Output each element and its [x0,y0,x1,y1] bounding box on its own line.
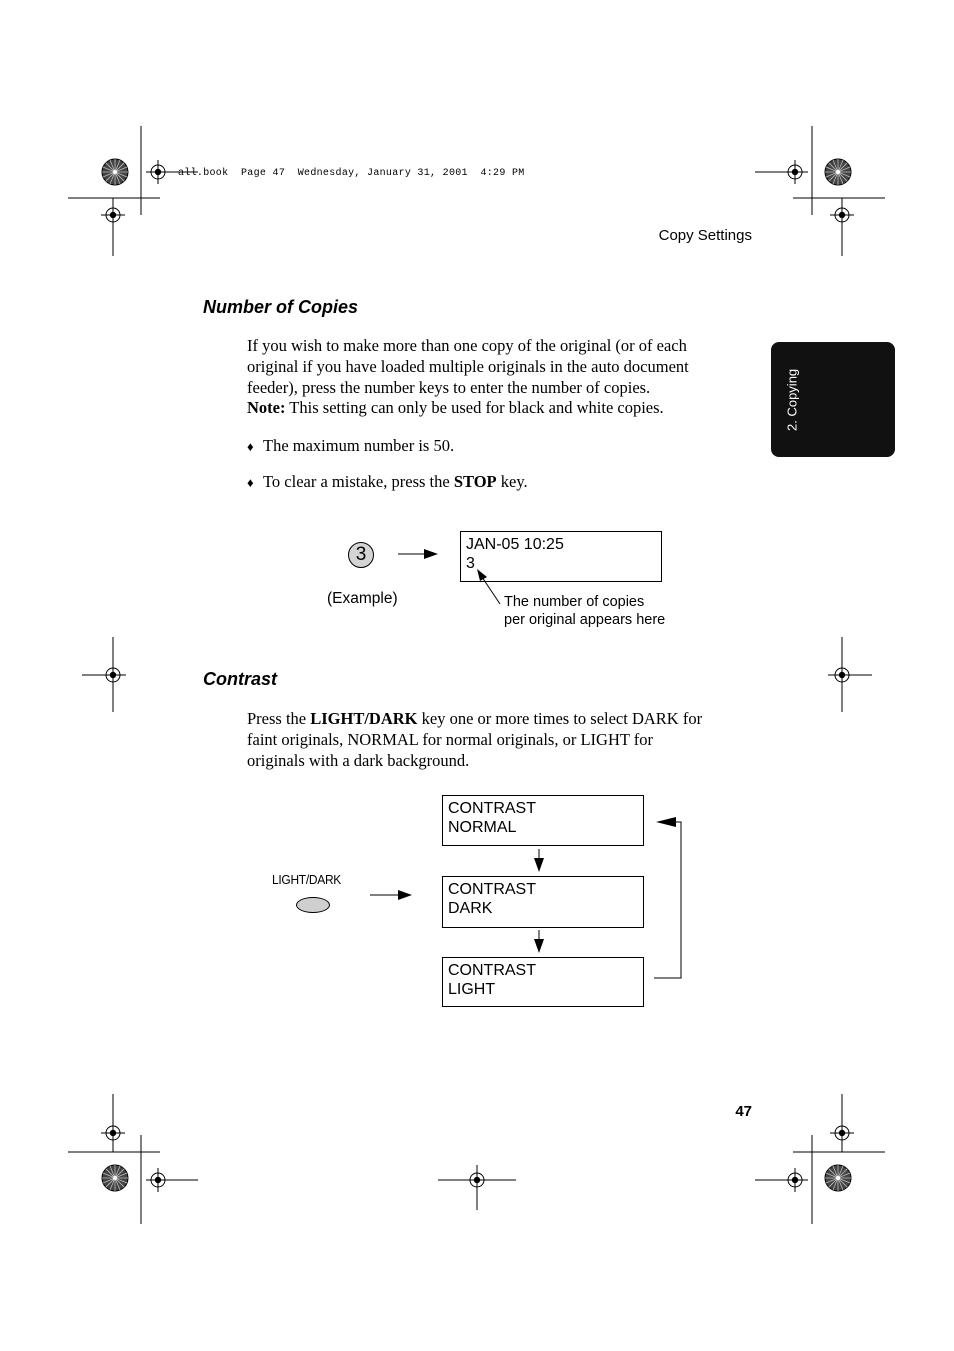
note-label: Note: [247,398,286,418]
copies-paragraph-line: feeder), press the number keys to enter the number of copies. [247,377,651,397]
bullet-text: The maximum number is 50. [263,436,455,455]
file-info-header: all.book Page 47 Wednesday, January 31, 2001 4:29 PM [178,168,525,179]
display-line-2: NORMAL [448,819,517,836]
callout-text [504,593,665,629]
display-line-2: DARK [448,900,493,917]
display-line-2: 3 [466,555,475,572]
display-line-2: LIGHT [448,981,496,998]
copies-note [247,398,747,419]
arrow-right-icon [368,886,414,904]
contrast-paragraph [247,709,747,771]
arrow-down-icon [530,929,548,955]
copies-paragraph [247,336,747,419]
section-heading-contrast: Contrast [203,669,278,689]
display-contrast-light [442,957,644,1007]
running-head: Copy Settings [658,227,752,244]
display-line-1: CONTRAST [448,881,536,898]
display-line-1: CONTRAST [448,962,536,979]
bullet-max-copies [247,436,454,456]
callout-pointer-icon [474,567,504,607]
copies-paragraph-line: original if you have loaded multiple originals in the auto document [247,356,689,376]
number-key-3: 3 [348,542,374,568]
bullet-text-prefix: To clear a mistake, press the [263,472,454,491]
example-label: (Example) [327,590,398,607]
cycle-return-arrow-icon [652,812,686,984]
bullet-clear-mistake [247,472,528,492]
arrow-right-icon [396,545,440,563]
bullet-text-suffix: key. [496,472,528,491]
arrow-down-icon [530,848,548,874]
contrast-paragraph-line [247,709,747,730]
contrast-paragraph-line: originals with a dark background. [247,750,470,770]
text-segment: key one or more times to select DARK for [417,709,703,728]
display-line-1: JAN-05 10:25 [466,536,564,553]
stop-key-name: STOP [453,472,497,491]
contrast-paragraph-line: faint originals, NORMAL for normal originals, or LIGHT for [247,729,654,749]
callout-line: The number of copies [504,594,645,610]
bullet-diamond-icon: ♦ [247,439,254,454]
light-dark-key-icon [296,897,330,913]
chapter-tab [771,342,895,457]
display-contrast-dark [442,876,644,928]
light-dark-key-name: LIGHT/DARK [310,709,418,728]
section-heading-number-of-copies: Number of Copies [203,297,359,317]
display-contrast-normal [442,795,644,846]
display-line-1: CONTRAST [448,800,536,817]
light-dark-key-label: LIGHT/DARK [272,872,342,887]
callout-line: per original appears here [504,612,666,628]
page-number: 47 [735,1103,752,1120]
chapter-tab-label: 2. Copying [784,368,800,432]
copies-paragraph-line: If you wish to make more than one copy of the original (or of each [247,336,687,355]
bullet-diamond-icon: ♦ [247,475,254,490]
note-text: This setting can only be used for black and white copies. [285,398,664,418]
text-segment: Press the [247,709,311,728]
